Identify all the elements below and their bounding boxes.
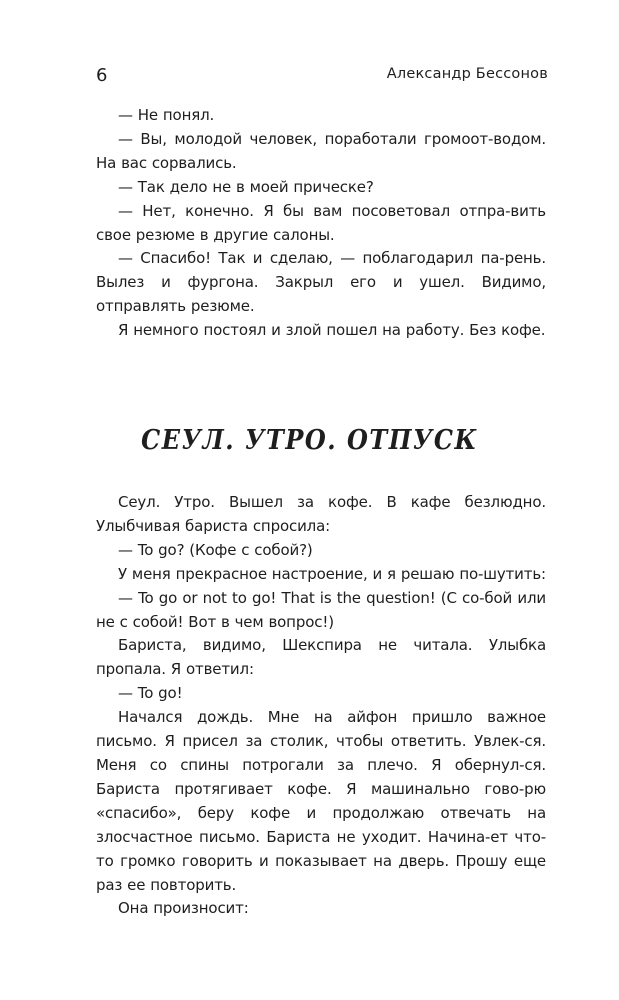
running-head-author: Александр Бессонов: [386, 66, 548, 82]
text-block-bottom: [96, 491, 546, 921]
paragraph: Она произносит:: [118, 899, 249, 918]
paragraph: — To go!: [118, 684, 183, 703]
text-block-top: [96, 104, 546, 343]
paragraph: — Так дело не в моей прическе?: [118, 177, 374, 196]
paragraph: — To go? (Кофе с собой?): [118, 540, 313, 559]
paragraph: Я немного постоял и злой пошел на работу. Без кофе.: [118, 321, 546, 340]
paragraph: Сеул. Утро. Вышел за кофе. В кафе безлюдно. Улыбчивая бариста спросила:: [96, 493, 546, 535]
paragraph: Бариста, видимо, Шекспира не читала. Улыбка пропала. Я ответил:: [96, 636, 546, 679]
paragraph: — To go or not to go! That is the question! (С со-бой или не с собой! Вот в чем вопрос!): [96, 588, 546, 631]
paragraph: — Спасибо! Так и сделаю, — поблагодарил па-рень. Вылез и фургона. Закрыл его и ушел. Видимо, отправлять резюме.: [96, 249, 546, 316]
paragraph: У меня прекрасное настроение, и я решаю по-шутить:: [118, 564, 546, 583]
chapter-title: СЕУЛ. УТРО. ОТПУСК: [141, 423, 478, 456]
paragraph: — Нет, конечно. Я бы вам посоветовал отпра-вить свое резюме в другие салоны.: [96, 201, 546, 244]
page-number: 6: [96, 65, 108, 86]
paragraph: Начался дождь. Мне на айфон пришло важное письмо. Я присел за столик, чтобы ответить. Увлек-ся. Меня со спины потрогали за плечо. Я обернул-ся. Бариста протягивает кофе. Я машинально гово-рю «спасибо», беру кофе и продолжаю отвечать на злосчастное письмо. Бариста не уходит. Начина-ет что-то громко говорить и показывает на дверь. Прошу еще раз ее повторить.: [96, 708, 546, 894]
paragraph: — Вы, молодой человек, поработали громоот-водом. На вас сорвались.: [96, 129, 546, 172]
paragraph: — Не понял.: [118, 106, 215, 124]
